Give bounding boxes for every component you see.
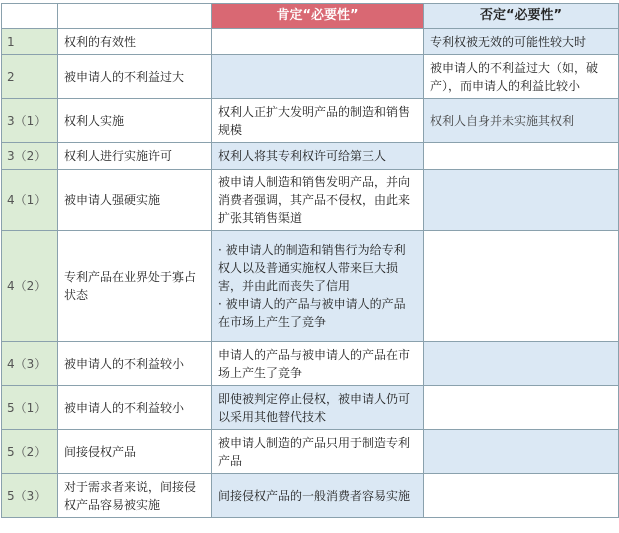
row-number: 1 — [2, 29, 58, 55]
row-item: 权利人实施 — [58, 99, 212, 143]
table-row — [2, 474, 619, 518]
row-item: 权利人进行实施许可 — [58, 143, 212, 170]
row-item: 被申请人的不利益较小 — [58, 386, 212, 430]
row-deny — [424, 430, 619, 474]
row-affirm: 间接侵权产品的一般消费者容易实施 — [212, 474, 424, 518]
affirm-bullet: · 被申请人的制造和销售行为给专利权人以及普通实施权人带来巨大损害，并由此而丧失了信用 — [218, 243, 406, 293]
row-deny: 权利人自身并未实施其权利 — [424, 99, 619, 143]
header-no-cell — [2, 4, 58, 29]
table-row — [2, 143, 619, 170]
row-deny — [424, 342, 619, 386]
affirm-bullet: · 被申请人的产品与被申请人的产品在市场上产生了竞争 — [218, 297, 406, 329]
table-row — [2, 231, 619, 342]
row-number: 4（1） — [2, 170, 58, 231]
table-row — [2, 29, 619, 55]
row-affirm: 即使被判定停止侵权，被申请人仍可以采用其他替代技术 — [212, 386, 424, 430]
table-row — [2, 99, 619, 143]
row-deny — [424, 170, 619, 231]
row-deny — [424, 386, 619, 430]
row-number: 4（2） — [2, 231, 58, 342]
row-number: 2 — [2, 55, 58, 99]
row-number: 5（2） — [2, 430, 58, 474]
row-affirm — [212, 231, 424, 342]
row-item: 被申请人的不利益较小 — [58, 342, 212, 386]
table-row — [2, 55, 619, 99]
table-header-row — [2, 4, 619, 29]
row-affirm: 被申请人制造的产品只用于制造专利产品 — [212, 430, 424, 474]
row-deny — [424, 474, 619, 518]
row-affirm — [212, 55, 424, 99]
table-row — [2, 430, 619, 474]
row-item: 被申请人强硬实施 — [58, 170, 212, 231]
row-item: 间接侵权产品 — [58, 430, 212, 474]
table-row — [2, 342, 619, 386]
table-row — [2, 386, 619, 430]
row-affirm: 权利人正扩大发明产品的制造和销售规模 — [212, 99, 424, 143]
row-item: 权利的有效性 — [58, 29, 212, 55]
row-item: 专利产品在业界处于寡占状态 — [58, 231, 212, 342]
row-deny: 专利权被无效的可能性较大时 — [424, 29, 619, 55]
table-row — [2, 170, 619, 231]
row-number: 3（2） — [2, 143, 58, 170]
row-affirm: 被申请人制造和销售发明产品，并向消费者强调，其产品不侵权，由此来扩张其销售渠道 — [212, 170, 424, 231]
row-affirm — [212, 29, 424, 55]
header-item-cell — [58, 4, 212, 29]
row-number: 5（3） — [2, 474, 58, 518]
row-number: 5（1） — [2, 386, 58, 430]
row-item: 被申请人的不利益过大 — [58, 55, 212, 99]
row-affirm: 权利人将其专利权许可给第三人 — [212, 143, 424, 170]
row-deny: 被申请人的不利益过大（如，破产），而申请人的利益比较小 — [424, 55, 619, 99]
header-affirm-necessity: 肯定“必要性” — [212, 4, 424, 29]
header-deny-necessity: 否定“必要性” — [424, 4, 619, 29]
row-deny — [424, 143, 619, 170]
necessity-table — [1, 3, 619, 518]
row-affirm: 申请人的产品与被申请人的产品在市场上产生了竞争 — [212, 342, 424, 386]
row-number: 3（1） — [2, 99, 58, 143]
row-deny — [424, 231, 619, 342]
row-number: 4（3） — [2, 342, 58, 386]
row-item: 对于需求者来说，间接侵权产品容易被实施 — [58, 474, 212, 518]
